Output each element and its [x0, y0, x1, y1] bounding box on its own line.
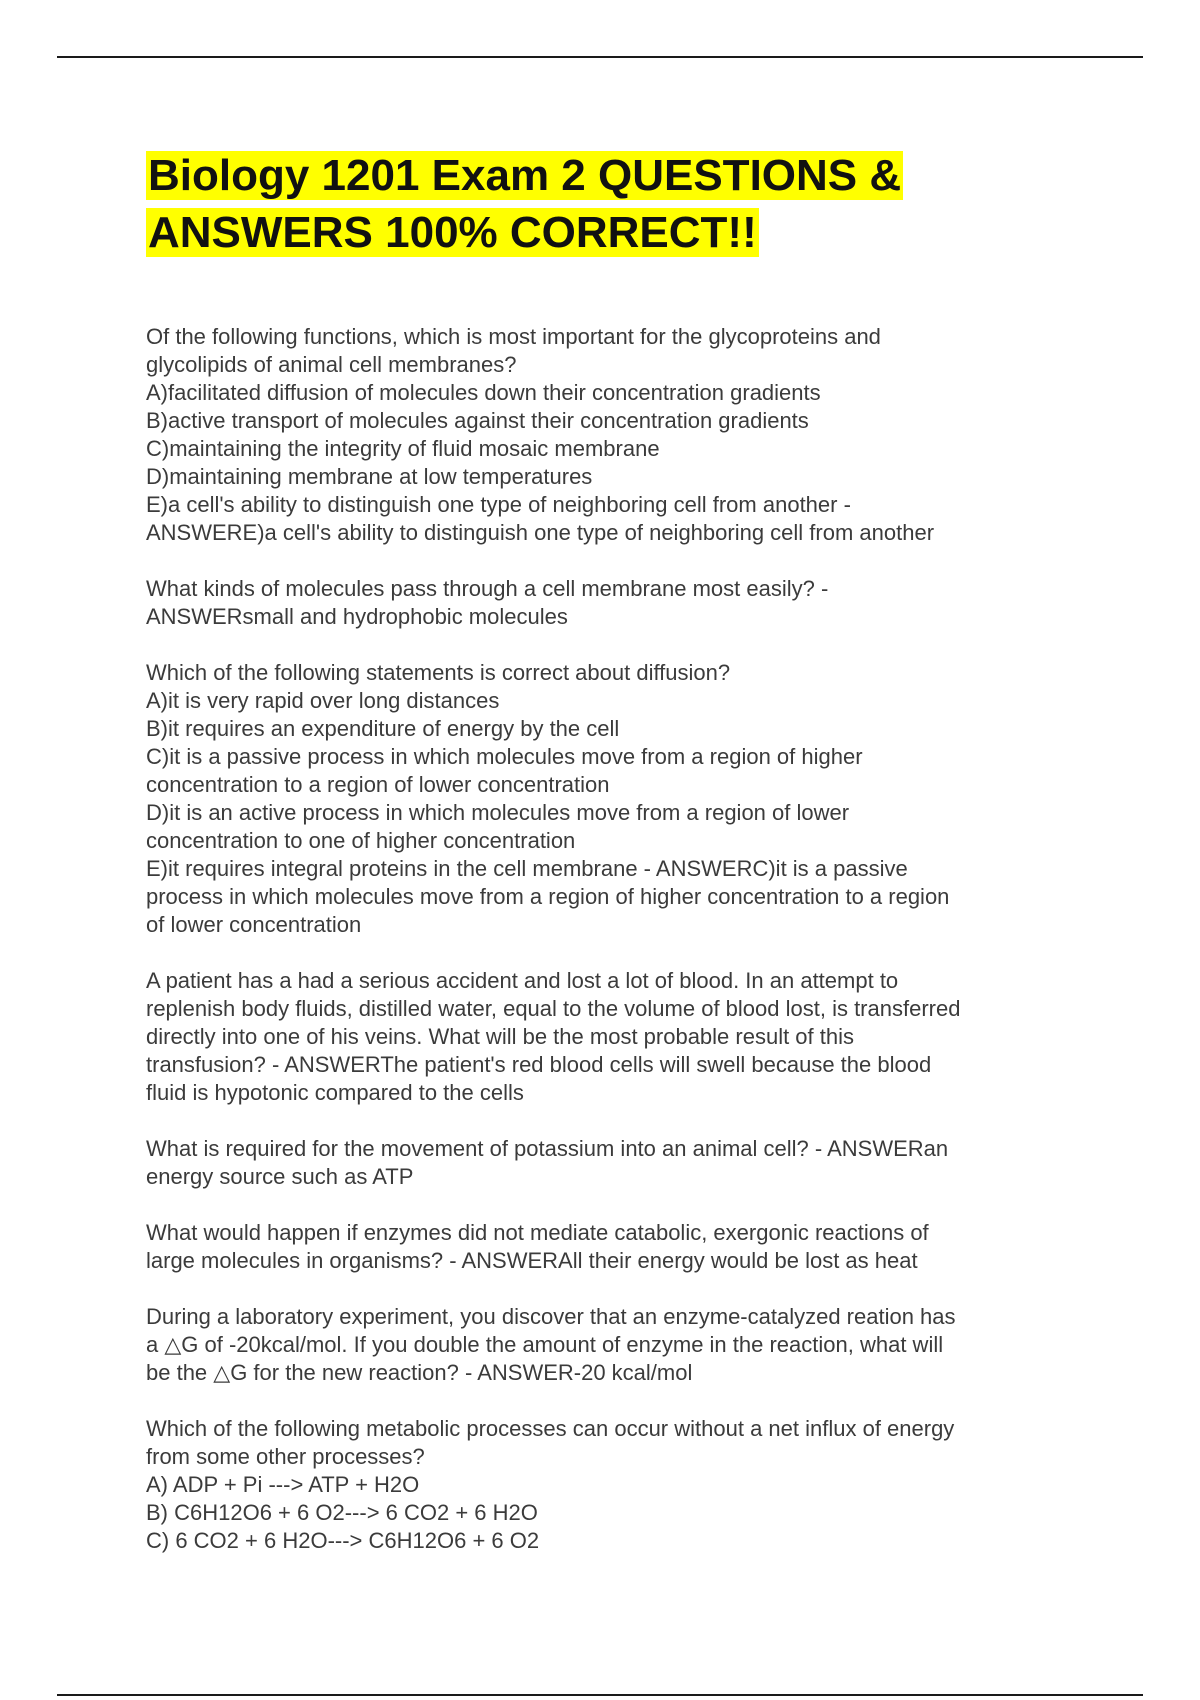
- qa-block: [146, 575, 1061, 631]
- qa-line: What kinds of molecules pass through a cell membrane most easily? -: [146, 576, 829, 601]
- qa-line: process in which molecules move from a region of higher concentration to a region: [146, 884, 950, 909]
- qa-line: concentration to one of higher concentration: [146, 828, 576, 853]
- qa-line: transfusion? - ANSWERThe patient's red blood cells will swell because the blood: [146, 1052, 932, 1077]
- qa-line: B) C6H12O6 + 6 O2---> 6 CO2 + 6 H2O: [146, 1500, 538, 1525]
- title-highlight: [146, 151, 903, 257]
- qa-list: [146, 323, 1061, 1555]
- qa-block: [146, 1219, 1061, 1275]
- qa-line: C)it is a passive process in which molecules move from a region of higher: [146, 744, 863, 769]
- qa-line: A)facilitated diffusion of molecules down their concentration gradients: [146, 380, 821, 405]
- qa-line: A patient has a had a serious accident and lost a lot of blood. In an attempt to: [146, 968, 899, 993]
- qa-line: B)it requires an expenditure of energy by the cell: [146, 716, 620, 741]
- qa-line: ANSWERsmall and hydrophobic molecules: [146, 604, 568, 629]
- qa-block: [146, 967, 1061, 1107]
- qa-line: C) 6 CO2 + 6 H2O---> C6H12O6 + 6 O2: [146, 1528, 540, 1553]
- qa-line: fluid is hypotonic compared to the cells: [146, 1080, 524, 1105]
- qa-line: concentration to a region of lower concentration: [146, 772, 610, 797]
- qa-line: What is required for the movement of potassium into an animal cell? - ANSWERan: [146, 1136, 949, 1161]
- qa-line: large molecules in organisms? - ANSWERAll their energy would be lost as heat: [146, 1248, 918, 1273]
- qa-block: [146, 1415, 1061, 1555]
- top-rule: [57, 56, 1143, 58]
- qa-line: Which of the following statements is correct about diffusion?: [146, 660, 731, 685]
- qa-line: Of the following functions, which is most important for the glycoproteins and: [146, 324, 881, 349]
- title-line-2: ANSWERS 100% CORRECT!!: [148, 208, 757, 257]
- qa-line: a △G of -20kcal/mol. If you double the amount of enzyme in the reaction, what will: [146, 1332, 944, 1357]
- qa-block: [146, 659, 1061, 939]
- qa-line: During a laboratory experiment, you discover that an enzyme-catalyzed reation has: [146, 1304, 956, 1329]
- qa-line: of lower concentration: [146, 912, 362, 937]
- qa-line: energy source such as ATP: [146, 1164, 414, 1189]
- qa-line: D)it is an active process in which molecules move from a region of lower: [146, 800, 850, 825]
- qa-block: [146, 323, 1061, 547]
- qa-line: A) ADP + Pi ---> ATP + H2O: [146, 1472, 420, 1497]
- qa-line: E)a cell's ability to distinguish one type of neighboring cell from another -: [146, 492, 851, 517]
- qa-line: A)it is very rapid over long distances: [146, 688, 500, 713]
- qa-line: B)active transport of molecules against their concentration gradients: [146, 408, 809, 433]
- qa-block: [146, 1135, 1061, 1191]
- qa-line: E)it requires integral proteins in the cell membrane - ANSWERC)it is a passive: [146, 856, 908, 881]
- qa-line: What would happen if enzymes did not mediate catabolic, exergonic reactions of: [146, 1220, 929, 1245]
- title-line-1: Biology 1201 Exam 2 QUESTIONS &: [148, 151, 902, 200]
- qa-line: glycolipids of animal cell membranes?: [146, 352, 517, 377]
- document-body: [146, 147, 1061, 1583]
- bottom-rule: [57, 1694, 1143, 1696]
- document-title: [146, 147, 1061, 261]
- qa-line: replenish body fluids, distilled water, equal to the volume of blood lost, is transferred: [146, 996, 961, 1021]
- qa-line: Which of the following metabolic processes can occur without a net influx of energy: [146, 1416, 955, 1441]
- qa-line: directly into one of his veins. What will be the most probable result of this: [146, 1024, 855, 1049]
- qa-line: be the △G for the new reaction? - ANSWER-20 kcal/mol: [146, 1360, 693, 1385]
- qa-line: C)maintaining the integrity of fluid mosaic membrane: [146, 436, 660, 461]
- qa-line: ANSWERE)a cell's ability to distinguish one type of neighboring cell from another: [146, 520, 935, 545]
- qa-block: [146, 1303, 1061, 1387]
- qa-line: from some other processes?: [146, 1444, 425, 1469]
- qa-line: D)maintaining membrane at low temperatures: [146, 464, 593, 489]
